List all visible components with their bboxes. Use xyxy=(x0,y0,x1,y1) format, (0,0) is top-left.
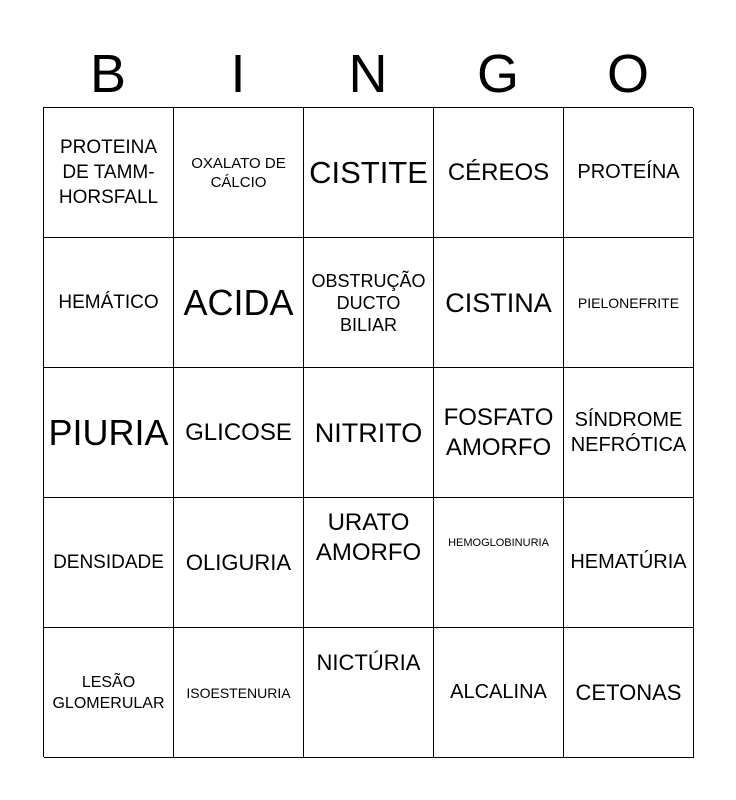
bingo-cell[interactable] xyxy=(434,238,564,368)
bingo-cell[interactable] xyxy=(564,498,694,628)
cell-label: FOSFATO AMORFO xyxy=(443,403,554,461)
header-letter-b: B xyxy=(89,44,127,104)
cell-label: HEMOGLOBINURIA xyxy=(448,537,549,549)
cell-label: GLICOSE xyxy=(185,418,292,446)
bingo-cell[interactable] xyxy=(434,108,564,238)
bingo-cell[interactable] xyxy=(304,498,434,628)
bingo-cell[interactable] xyxy=(174,108,304,238)
bingo-cell[interactable] xyxy=(564,108,694,238)
header-letter-n: N xyxy=(348,44,388,104)
cell-label: ALCALINA xyxy=(450,681,547,703)
cell-label: HEMATÚRIA xyxy=(570,551,687,573)
cell-label: NICTÚRIA xyxy=(316,650,421,675)
cell-label: NITRITO xyxy=(314,417,423,448)
cell-label: SÍNDROME NEFRÓTICA xyxy=(570,408,687,456)
cell-label: ACIDA xyxy=(183,281,294,323)
bingo-cell[interactable] xyxy=(434,498,564,628)
bingo-cell[interactable] xyxy=(304,628,434,758)
cell-label: CISTITE xyxy=(309,154,428,190)
cell-label: URATO AMORFO xyxy=(315,509,422,566)
bingo-header xyxy=(43,42,693,106)
cell-label: DENSIDADE xyxy=(53,552,164,573)
bingo-cell[interactable] xyxy=(44,108,174,238)
cell-label: OLIGURIA xyxy=(185,550,292,575)
bingo-cell[interactable] xyxy=(174,368,304,498)
bingo-cell[interactable] xyxy=(44,628,174,758)
bingo-board xyxy=(43,107,693,757)
bingo-cell[interactable] xyxy=(174,498,304,628)
bingo-cell[interactable] xyxy=(564,368,694,498)
header-letter-o: O xyxy=(606,44,649,104)
bingo-cell[interactable] xyxy=(434,368,564,498)
bingo-cell[interactable] xyxy=(44,498,174,628)
bingo-cell[interactable] xyxy=(304,238,434,368)
bingo-cell[interactable] xyxy=(434,628,564,758)
bingo-cell[interactable] xyxy=(174,628,304,758)
cell-label: PROTEÍNA xyxy=(577,161,680,183)
bingo-cell[interactable] xyxy=(174,238,304,368)
bingo-cell[interactable] xyxy=(564,238,694,368)
bingo-cell[interactable] xyxy=(304,108,434,238)
cell-label: CISTINA xyxy=(445,287,552,318)
bingo-cell[interactable] xyxy=(304,368,434,498)
cell-label: HEMÁTICO xyxy=(58,292,159,313)
cell-label: OXALATO DE CÁLCIO xyxy=(191,154,286,191)
cell-label: OBSTRUÇÃO DUCTO BILIAR xyxy=(311,270,426,335)
header-letter-i: I xyxy=(230,44,246,104)
cell-label: CÉREOS xyxy=(447,158,550,186)
cell-label: CETONAS xyxy=(575,680,682,705)
cell-label: PROTEINA DE TAMM-HORSFALL xyxy=(58,137,159,208)
header-letter-g: G xyxy=(476,44,519,104)
bingo-cell[interactable] xyxy=(44,238,174,368)
bingo-cell[interactable] xyxy=(44,368,174,498)
cell-label: ISOESTENURIA xyxy=(186,684,291,701)
cell-label: PIURIA xyxy=(48,411,169,453)
cell-label: LESÃO GLOMERULAR xyxy=(52,673,165,712)
bingo-cell[interactable] xyxy=(564,628,694,758)
cell-label: PIELONEFRITE xyxy=(577,294,680,311)
